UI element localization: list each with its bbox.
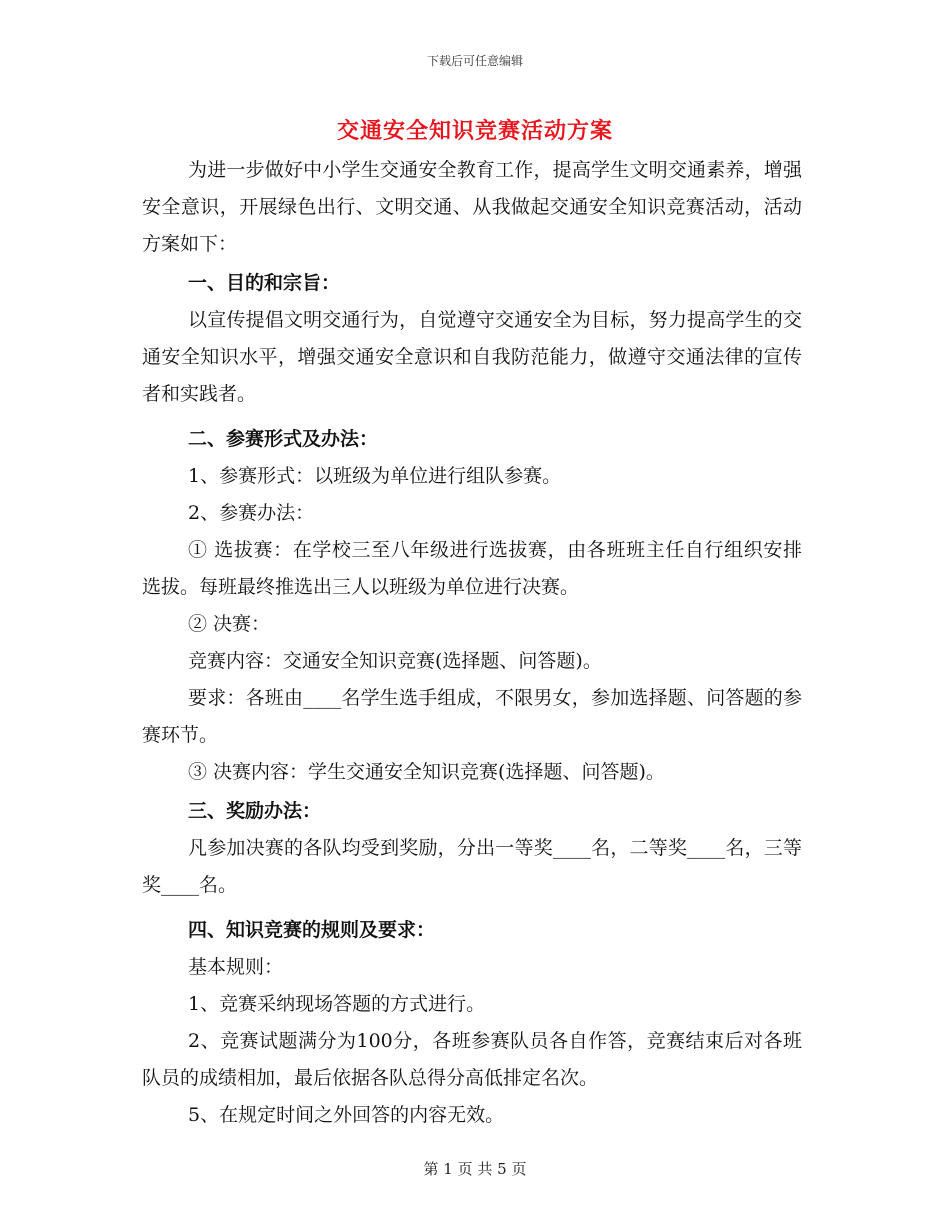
final-content: 竞赛内容：交通安全知识竞赛(选择题、问答题)。	[188, 650, 602, 672]
final-requirements: 要求：各班由____名学生选手组成，不限男女，参加选择题、问答题的参赛环节。	[142, 687, 802, 746]
preliminary-round: ① 选拔赛：在学校三至八年级进行选拔赛，由各班班主任自行组织安排选拔。每班最终推选出三人以班级为单位进行决赛。	[142, 539, 802, 598]
section-heading-1: 一、目的和宗旨：	[188, 272, 341, 294]
participation-method: 2、参赛办法：	[188, 502, 315, 524]
final-round: ② 决赛：	[188, 613, 271, 635]
rule-2: 2、竞赛试题满分为100分，各班参赛队员各自作答，竞赛结束后对各班队员的成绩相加，最后依据各队总得分高低排定名次。	[142, 1030, 802, 1089]
rule-1: 1、竞赛采纳现场答题的方式进行。	[188, 993, 486, 1015]
intro-paragraph: 为进一步做好中小学生交通安全教育工作，提高学生文明交通素养，增强安全意识，开展绿色出行、文明交通、从我做起交通安全知识竞赛活动，活动方案如下：	[142, 159, 802, 255]
basic-rules-label: 基本规则：	[188, 956, 284, 978]
rule-5: 5、在规定时间之外回答的内容无效。	[188, 1104, 505, 1126]
section-heading-3: 三、奖励办法：	[188, 800, 322, 822]
page-footer: 第 1 页 共 5 页	[423, 1160, 527, 1178]
document-title: 交通安全知识竞赛活动方案	[336, 118, 613, 144]
header-note: 下载后可任意编辑	[426, 54, 523, 68]
section-heading-4: 四、知识竞赛的规则及要求：	[188, 919, 436, 941]
participation-format: 1、参赛形式：以班级为单位进行组队参赛。	[188, 465, 562, 487]
awards-paragraph: 凡参加决赛的各队均受到奖励，分出一等奖____名，二等奖____名，三等奖____名。	[142, 837, 802, 896]
section-1-paragraph: 以宣传提倡文明交通行为，自觉遵守交通安全为目标，努力提高学生的交通安全知识水平，增强交通安全意识和自我防范能力，做遵守交通法律的宣传者和实践者。	[142, 309, 802, 405]
section-heading-2: 二、参赛形式及办法：	[188, 428, 379, 450]
document-body	[142, 152, 802, 1134]
final-round-content: ③ 决赛内容：学生交通安全知识竞赛(选择题、问答题)。	[188, 761, 665, 783]
